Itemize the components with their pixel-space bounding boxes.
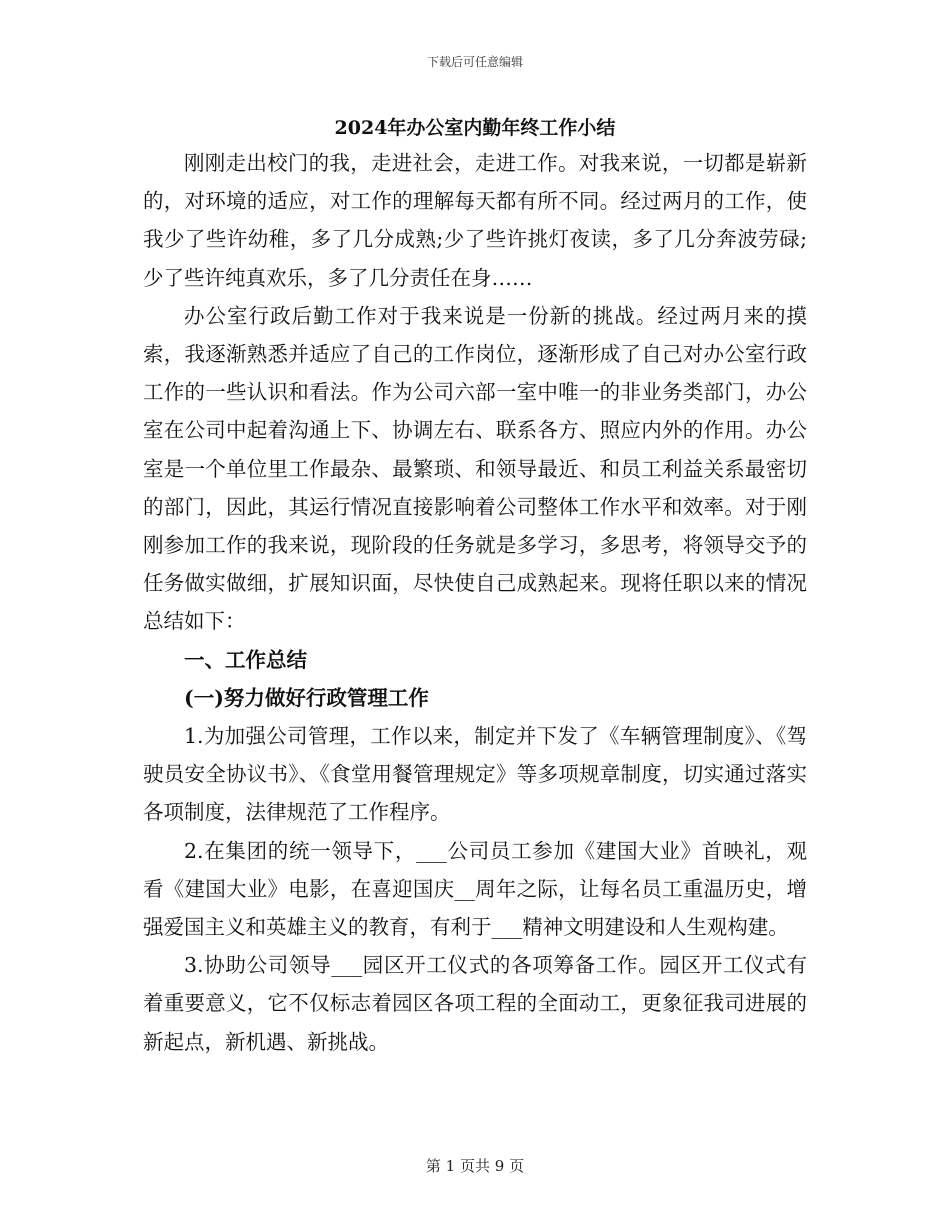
header-note: 下载后可任意编辑 xyxy=(426,55,523,69)
page-number: 第 1 页共 9 页 xyxy=(425,1157,525,1175)
document-body xyxy=(143,144,807,1061)
section-heading: 一、工作总结 xyxy=(184,647,307,672)
list-item-1: 1.为加强公司管理，工作以来，制定并下发了《车辆管理制度》、《驾驶员安全协议书》、《食堂用餐管理规定》等多项规章制度，切实通过落实各项制度，法律规范了工作程序。 xyxy=(143,724,807,825)
list-item-3: 3.协助公司领导___园区开工仪式的各项筹备工作。园区开工仪式有着重要意义，它不仅标志着园区各项工程的全面动工，更象征我司进展的新起点，新机遇、新挑战。 xyxy=(143,953,807,1054)
overview-paragraph: 办公室行政后勤工作对于我来说是一份新的挑战。经过两月来的摸索，我逐渐熟悉并适应了自己的工作岗位，逐渐形成了自己对办公室行政工作的一些认识和看法。作为公司六部一室中唯一的非业务类部门，办公室在公司中起着沟通上下、协调左右、联系各方、照应内外的作用。办公室是一个单位里工作最杂、最繁琐、和领导最近、和员工利益关系最密切的部门，因此，其运行情况直接影响着公司整体工作水平和效率。对于刚刚参加工作的我来说，现阶段的任务就是多学习，多思考，将领导交予的任务做实做细，扩展知识面，尽快使自己成熟起来。现将任职以来的情况总结如下： xyxy=(143,303,807,634)
intro-paragraph: 刚刚走出校门的我，走进社会，走进工作。对我来说，一切都是崭新的，对环境的适应，对工作的理解每天都有所不同。经过两月的工作，使我少了些许幼稚，多了几分成熟;少了些许挑灯夜读，多了几分奔波劳碌;少了些许纯真欢乐，多了几分责任在身…… xyxy=(143,151,807,290)
document-title: 2024年办公室内勤年终工作小结 xyxy=(334,117,616,139)
subsection-heading: (一)努力做好行政管理工作 xyxy=(184,685,429,710)
list-item-2: 2.在集团的统一领导下，___公司员工参加《建国大业》首映礼，观看《建国大业》电影，在喜迎国庆__周年之际，让每名员工重温历史，增强爱国主义和英雄主义的教育，有利于___精神文明建设和人生观构建。 xyxy=(143,838,807,940)
